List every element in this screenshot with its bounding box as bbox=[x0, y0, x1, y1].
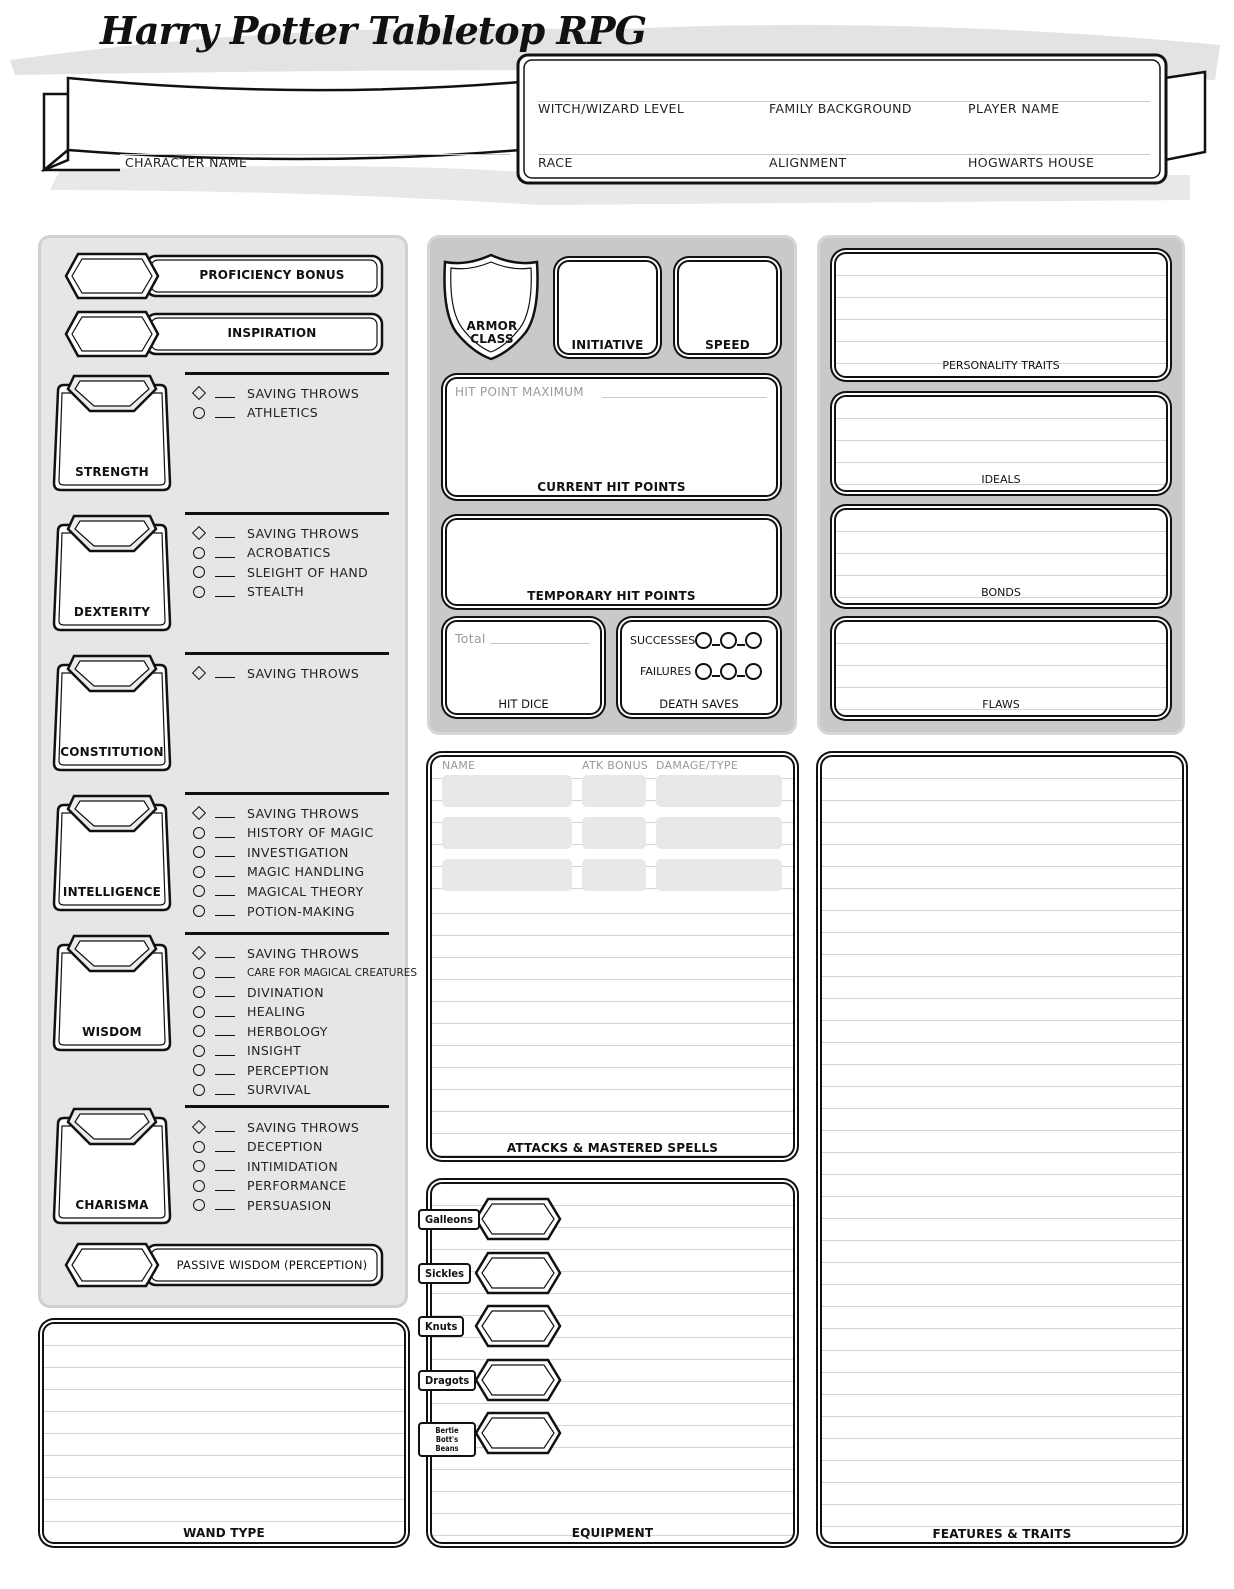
attacks-title: ATTACKS & MASTERED SPELLS bbox=[506, 1141, 719, 1155]
hit-dice-label: HIT DICE bbox=[498, 697, 549, 711]
skill-name: MAGICAL THEORY bbox=[247, 883, 364, 899]
ideals-label: IDEALS bbox=[981, 473, 1021, 486]
skill-row bbox=[193, 1177, 347, 1195]
skill-proficiency-checkbox[interactable] bbox=[193, 1199, 205, 1211]
armor-class-label-line1: ARMOR bbox=[466, 319, 518, 333]
skill-proficiency-checkbox[interactable] bbox=[193, 1045, 205, 1057]
skill-row bbox=[193, 902, 355, 920]
sheet-title: Harry Potter Tabletop RPG bbox=[100, 8, 647, 53]
skill-proficiency-checkbox[interactable] bbox=[193, 1180, 205, 1192]
skill-row bbox=[193, 404, 318, 422]
skill-name: SAVING THROWS bbox=[247, 385, 360, 401]
saving-throw-proficiency-marker[interactable] bbox=[192, 1120, 206, 1134]
skill-row bbox=[193, 843, 349, 861]
initiative-label: INITIATIVE bbox=[571, 338, 644, 352]
skill-row bbox=[193, 1003, 305, 1021]
skill-proficiency-checkbox[interactable] bbox=[193, 1006, 205, 1018]
skill-proficiency-checkbox[interactable] bbox=[193, 547, 205, 559]
skill-modifier-blank[interactable] bbox=[215, 817, 235, 818]
skill-row bbox=[193, 824, 374, 842]
skill-proficiency-checkbox[interactable] bbox=[193, 1141, 205, 1153]
ability-divider bbox=[185, 792, 389, 795]
skill-proficiency-checkbox[interactable] bbox=[193, 866, 205, 878]
attacks-bonus-header: ATK BONUS bbox=[582, 759, 649, 772]
skill-modifier-blank[interactable] bbox=[215, 576, 235, 577]
failure-check-2[interactable] bbox=[720, 663, 737, 680]
skill-name: SAVING THROWS bbox=[247, 525, 360, 541]
success-check-1[interactable] bbox=[695, 632, 712, 649]
family-background-label: FAMILY BACKGROUND bbox=[769, 101, 912, 116]
hit-point-max-label: HIT POINT MAXIMUM bbox=[455, 385, 584, 399]
skill-name: HERBOLOGY bbox=[247, 1023, 328, 1039]
ability-name-intelligence: INTELLIGENCE bbox=[62, 885, 162, 899]
personality-traits-label: PERSONALITY TRAITS bbox=[942, 359, 1060, 372]
ability-name-constitution: CONSTITUTION bbox=[60, 745, 164, 759]
skill-modifier-blank[interactable] bbox=[215, 1055, 235, 1056]
coin-label-1: Galleons bbox=[418, 1209, 480, 1230]
coin-label-3: Knuts bbox=[418, 1316, 464, 1337]
saving-throw-proficiency-marker[interactable] bbox=[192, 666, 206, 680]
skill-proficiency-checkbox[interactable] bbox=[193, 407, 205, 419]
ability-name-charisma: CHARISMA bbox=[75, 1198, 149, 1212]
attack-entry-field[interactable] bbox=[582, 859, 646, 891]
saving-throw-row bbox=[193, 944, 359, 962]
skill-modifier-blank[interactable] bbox=[215, 837, 235, 838]
skill-name: SURVIVAL bbox=[247, 1082, 311, 1097]
ability-divider bbox=[185, 1105, 389, 1108]
saving-throw-row bbox=[193, 1118, 359, 1136]
failure-check-1[interactable] bbox=[695, 663, 712, 680]
flaws-label: FLAWS bbox=[982, 698, 1020, 711]
ability-divider bbox=[185, 932, 389, 935]
skill-name: PERSUASION bbox=[247, 1197, 332, 1213]
skill-modifier-blank[interactable] bbox=[215, 856, 235, 857]
skill-row bbox=[193, 1138, 323, 1156]
coin-value-frame[interactable] bbox=[472, 1196, 564, 1242]
skill-row bbox=[193, 544, 331, 562]
attacks-name-header: NAME bbox=[442, 759, 476, 772]
skill-name: ATHLETICS bbox=[247, 405, 319, 420]
race-label: RACE bbox=[538, 155, 573, 170]
skill-modifier-blank[interactable] bbox=[215, 1131, 235, 1132]
failures-label: FAILURES bbox=[640, 665, 692, 678]
attack-entry-field[interactable] bbox=[656, 859, 782, 891]
skill-modifier-blank[interactable] bbox=[215, 397, 235, 398]
skill-name: SAVING THROWS bbox=[247, 665, 360, 681]
skill-name: STEALTH bbox=[247, 584, 305, 599]
wand-type-box[interactable] bbox=[42, 1322, 406, 1544]
skill-proficiency-checkbox[interactable] bbox=[193, 1160, 205, 1172]
attack-entry-field[interactable] bbox=[442, 817, 572, 849]
skill-name: PERFORMANCE bbox=[247, 1178, 347, 1194]
skill-proficiency-checkbox[interactable] bbox=[193, 1025, 205, 1037]
skill-name: INVESTIGATION bbox=[247, 844, 349, 860]
skill-modifier-blank[interactable] bbox=[215, 876, 235, 877]
skill-modifier-blank[interactable] bbox=[215, 1209, 235, 1210]
proficiency-bonus-label: PROFICIENCY BONUS bbox=[199, 268, 345, 282]
attack-entry-field[interactable] bbox=[442, 859, 572, 891]
coin-value-frame[interactable] bbox=[472, 1303, 564, 1349]
failure-check-3[interactable] bbox=[745, 663, 762, 680]
hit-dice-total-label: Total bbox=[455, 631, 486, 646]
ability-divider bbox=[185, 372, 389, 375]
skill-name: SAVING THROWS bbox=[247, 945, 360, 961]
skill-name: SAVING THROWS bbox=[247, 1119, 360, 1135]
wand-type-label: WAND TYPE bbox=[183, 1526, 265, 1540]
skill-proficiency-checkbox[interactable] bbox=[193, 986, 205, 998]
skill-name: CARE FOR MAGICAL CREATURES bbox=[247, 966, 418, 979]
successes-checks bbox=[695, 632, 762, 653]
attack-entry-field[interactable] bbox=[656, 775, 782, 807]
skill-row bbox=[193, 1042, 301, 1060]
skill-name: SAVING THROWS bbox=[247, 805, 360, 821]
bonds-label: BONDS bbox=[981, 586, 1021, 599]
saving-throw-row bbox=[193, 384, 359, 402]
skill-row bbox=[193, 983, 324, 1001]
ability-divider bbox=[185, 652, 389, 655]
saving-throw-proficiency-marker[interactable] bbox=[192, 806, 206, 820]
failures-checks bbox=[695, 663, 762, 684]
skill-name: MAGIC HANDLING bbox=[247, 864, 365, 880]
temporary-hit-points-label: TEMPORARY HIT POINTS bbox=[527, 589, 696, 603]
skill-modifier-blank[interactable] bbox=[215, 915, 235, 916]
saving-throw-row bbox=[193, 804, 359, 822]
skill-name: DIVINATION bbox=[247, 984, 324, 1000]
saving-throw-row bbox=[193, 524, 359, 542]
skill-modifier-blank[interactable] bbox=[215, 677, 235, 678]
features-traits-box[interactable] bbox=[820, 755, 1184, 1544]
skill-modifier-blank[interactable] bbox=[215, 537, 235, 538]
skill-row bbox=[193, 1022, 328, 1040]
coin-value-frame[interactable] bbox=[472, 1357, 564, 1403]
hit-point-max-line bbox=[602, 397, 767, 398]
coin-label-5: Bertie Bott's Beans bbox=[418, 1422, 476, 1457]
attack-entry-field[interactable] bbox=[582, 775, 646, 807]
skill-modifier-blank[interactable] bbox=[215, 1016, 235, 1017]
skill-modifier-blank[interactable] bbox=[215, 1151, 235, 1152]
features-traits-label: FEATURES & TRAITS bbox=[932, 1527, 1072, 1541]
skill-modifier-blank[interactable] bbox=[215, 557, 235, 558]
successes-label: SUCCESSES bbox=[630, 634, 696, 647]
speed-label: SPEED bbox=[705, 338, 750, 352]
skill-proficiency-checkbox[interactable] bbox=[193, 846, 205, 858]
attacks-damage-header: DAMAGE/TYPE bbox=[656, 759, 739, 772]
equipment-label: EQUIPMENT bbox=[571, 1526, 654, 1540]
skill-proficiency-checkbox[interactable] bbox=[193, 1084, 205, 1096]
skill-modifier-blank[interactable] bbox=[215, 957, 235, 958]
skill-row bbox=[193, 1061, 329, 1079]
skill-modifier-blank[interactable] bbox=[215, 1190, 235, 1191]
attack-entry-field[interactable] bbox=[656, 817, 782, 849]
passive-wisdom-label: PASSIVE WISDOM (PERCEPTION) bbox=[176, 1258, 368, 1272]
skill-modifier-blank[interactable] bbox=[215, 417, 235, 418]
skill-modifier-blank[interactable] bbox=[215, 977, 235, 978]
coin-value-frame[interactable] bbox=[472, 1250, 564, 1296]
skill-row bbox=[193, 1196, 332, 1214]
skill-row bbox=[193, 882, 364, 900]
saving-throw-proficiency-marker[interactable] bbox=[192, 386, 206, 400]
skill-proficiency-checkbox[interactable] bbox=[193, 1064, 205, 1076]
skill-name: SLEIGHT OF HAND bbox=[247, 564, 369, 580]
skill-modifier-blank[interactable] bbox=[215, 1074, 235, 1075]
saving-throw-row bbox=[193, 664, 359, 682]
skill-row bbox=[193, 1157, 338, 1175]
skill-modifier-blank[interactable] bbox=[215, 1094, 235, 1095]
skill-row bbox=[193, 1081, 311, 1099]
skill-proficiency-checkbox[interactable] bbox=[193, 967, 205, 979]
saving-throw-proficiency-marker[interactable] bbox=[192, 526, 206, 540]
character-name-label: CHARACTER NAME bbox=[125, 155, 248, 170]
coin-value-frame[interactable] bbox=[472, 1410, 564, 1456]
current-hit-points-label: CURRENT HIT POINTS bbox=[537, 480, 686, 494]
skill-name: PERCEPTION bbox=[247, 1062, 330, 1078]
attack-entry-field[interactable] bbox=[442, 775, 572, 807]
skill-row bbox=[193, 583, 304, 601]
skill-proficiency-checkbox[interactable] bbox=[193, 586, 205, 598]
skill-name: INTIMIDATION bbox=[247, 1158, 339, 1174]
inspiration-label: INSPIRATION bbox=[227, 326, 317, 340]
alignment-label: ALIGNMENT bbox=[769, 155, 847, 170]
skill-name: HEALING bbox=[247, 1004, 306, 1019]
skill-modifier-blank[interactable] bbox=[215, 596, 235, 597]
skill-modifier-blank[interactable] bbox=[215, 996, 235, 997]
skill-name: HISTORY OF MAGIC bbox=[247, 825, 374, 841]
skill-row bbox=[193, 863, 364, 881]
skill-proficiency-checkbox[interactable] bbox=[193, 566, 205, 578]
death-saves-label: DEATH SAVES bbox=[659, 697, 739, 711]
level-label: WITCH/WIZARD LEVEL bbox=[538, 101, 685, 116]
success-check-2[interactable] bbox=[720, 632, 737, 649]
ability-name-strength: STRENGTH bbox=[75, 465, 149, 479]
skill-name: INSIGHT bbox=[247, 1043, 302, 1058]
skill-name: POTION-MAKING bbox=[247, 903, 355, 919]
skill-name: DECEPTION bbox=[247, 1139, 323, 1155]
hit-dice-total-line bbox=[490, 643, 590, 644]
ability-divider bbox=[185, 512, 389, 515]
coin-label-2: Sickles bbox=[418, 1263, 471, 1284]
skill-proficiency-checkbox[interactable] bbox=[193, 827, 205, 839]
skill-row bbox=[193, 964, 417, 982]
ability-name-dexterity: DEXTERITY bbox=[73, 605, 151, 619]
hogwarts-house-label: HOGWARTS HOUSE bbox=[968, 155, 1095, 170]
skill-modifier-blank[interactable] bbox=[215, 895, 235, 896]
skill-modifier-blank[interactable] bbox=[215, 1035, 235, 1036]
skill-name: ACROBATICS bbox=[247, 545, 331, 560]
attack-entry-field[interactable] bbox=[582, 817, 646, 849]
armor-class-label-line2: CLASS bbox=[470, 332, 514, 346]
skill-proficiency-checkbox[interactable] bbox=[193, 885, 205, 897]
skill-row bbox=[193, 563, 368, 581]
armor-class-label bbox=[442, 320, 542, 346]
success-check-3[interactable] bbox=[745, 632, 762, 649]
skill-modifier-blank[interactable] bbox=[215, 1170, 235, 1171]
attacks-box bbox=[430, 755, 795, 1158]
ability-name-wisdom: WISDOM bbox=[82, 1025, 142, 1039]
coin-label-4: Dragots bbox=[418, 1370, 476, 1391]
skill-proficiency-checkbox[interactable] bbox=[193, 905, 205, 917]
saving-throw-proficiency-marker[interactable] bbox=[192, 946, 206, 960]
player-name-label: PLAYER NAME bbox=[968, 101, 1060, 116]
